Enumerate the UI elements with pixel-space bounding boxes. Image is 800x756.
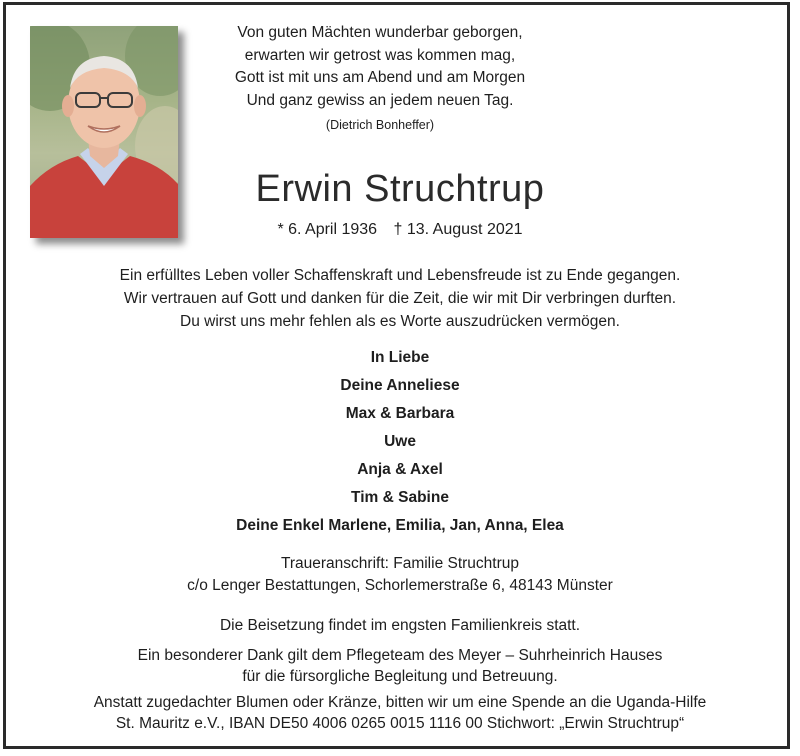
family-line: Deine Enkel Marlene, Emilia, Jan, Anna, Elea bbox=[236, 517, 564, 534]
poem-line: Gott ist mit uns am Abend und am Morgen bbox=[234, 69, 526, 86]
address-line: Traueranschrift: Familie Struchtrup bbox=[280, 555, 520, 572]
family-line: Anja & Axel bbox=[357, 461, 443, 478]
family-line: Deine Anneliese bbox=[340, 377, 460, 394]
portrait-photo bbox=[30, 26, 178, 238]
life-dates bbox=[180, 221, 620, 239]
burial-notice: Die Beisetzung findet im engsten Familienkreis statt. bbox=[219, 617, 581, 634]
thanks-line: für die fürsorgliche Begleitung und Betreuung. bbox=[242, 668, 558, 685]
mourning-address bbox=[0, 553, 800, 597]
birth-date: * 6. April 1936 bbox=[277, 221, 378, 238]
poem-line: Von guten Mächten wunderbar geborgen, bbox=[237, 24, 523, 41]
donation-line: St. Mauritz e.V., IBAN DE50 4006 0265 0015 1116 00 Stichwort: „Erwin Struchtrup“ bbox=[115, 715, 685, 732]
tribute-line: Wir vertrauen auf Gott und danken für die Zeit, die wir mit Dir verbringen durften. bbox=[123, 290, 677, 307]
thanks-line: Ein besonderer Dank gilt dem Pflegeteam des Meyer – Suhrheinrich Hauses bbox=[137, 647, 663, 664]
poem-author: (Dietrich Bonheffer) bbox=[325, 118, 435, 132]
poem-line: erwarten wir getrost was kommen mag, bbox=[244, 46, 516, 64]
family-line: Tim & Sabine bbox=[351, 489, 449, 506]
thanks-note bbox=[0, 645, 800, 687]
donation-note bbox=[0, 692, 800, 734]
poem-line: Und ganz gewiss an jedem neuen Tag. bbox=[246, 91, 514, 109]
tribute-line: Ein erfülltes Leben voller Schaffenskraft und Lebensfreude ist zu Ende gegangen. bbox=[119, 267, 681, 284]
tribute-text bbox=[0, 264, 800, 333]
tribute-line: Du wirst uns mehr fehlen als es Worte auszudrücken vermögen. bbox=[180, 313, 620, 330]
family-line: Max & Barbara bbox=[345, 405, 455, 422]
donation-line: Anstatt zugedachter Blumen oder Kränze, bitten wir um eine Spende an die Uganda-Hilfe bbox=[93, 694, 707, 711]
poem bbox=[180, 22, 580, 112]
family-line: In Liebe bbox=[370, 349, 430, 366]
family-signatures bbox=[0, 344, 800, 540]
address-line: c/o Lenger Bestattungen, Schorlemerstraße 6, 48143 Münster bbox=[187, 577, 613, 594]
deceased-name: Erwin Struchtrup bbox=[255, 168, 545, 210]
family-line: Uwe bbox=[384, 433, 416, 450]
death-date: † 13. August 2021 bbox=[393, 221, 523, 238]
